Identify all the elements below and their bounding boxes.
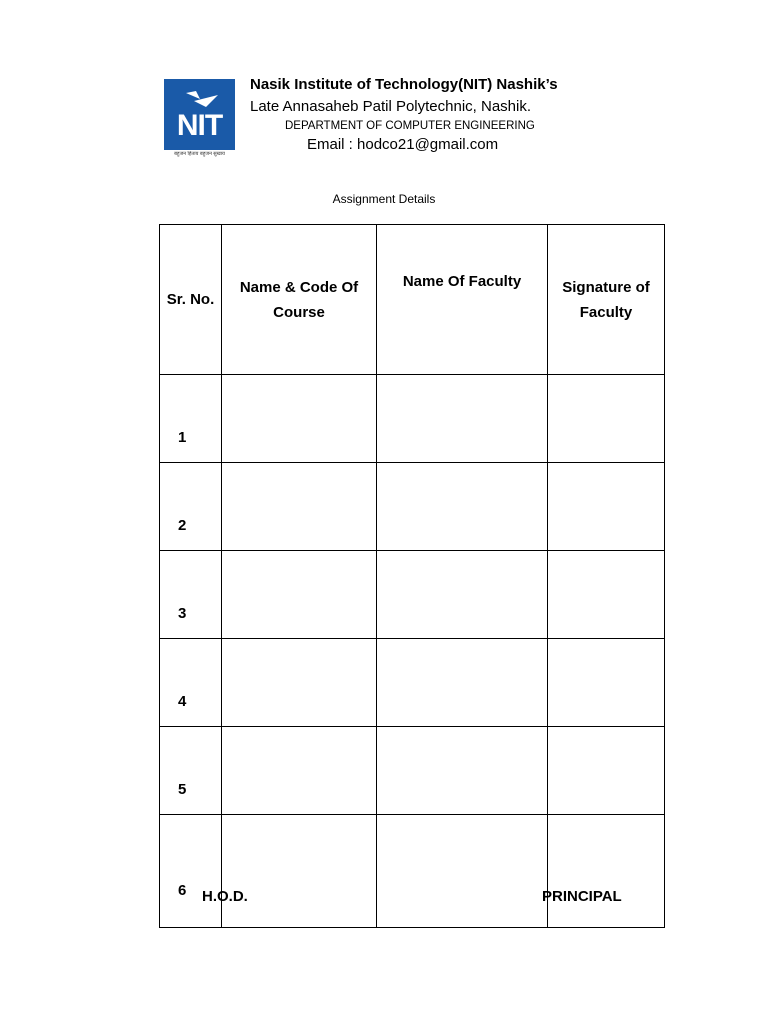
sr-cell: 6 (160, 815, 222, 928)
polytechnic-name: Late Annasaheb Patil Polytechnic, Nashik. (250, 98, 532, 115)
table-row (160, 375, 665, 463)
signature-cell (548, 815, 665, 928)
principal-signature-label: PRINCIPAL (542, 888, 622, 905)
column-header-course: Name & Code Of Course (222, 225, 377, 375)
email-line: Email : hodco21@gmail.com (307, 136, 499, 153)
table-row (160, 639, 665, 727)
sr-cell: 3 (160, 551, 222, 639)
logo-background (164, 79, 235, 150)
faculty-cell (377, 727, 548, 815)
faculty-cell (377, 463, 548, 551)
signature-cell (548, 551, 665, 639)
signature-cell (548, 463, 665, 551)
table-header-row (160, 225, 665, 375)
sr-cell: 2 (160, 463, 222, 551)
course-cell (222, 463, 377, 551)
logo-motto: बहुजन हिताय बहुजन सुखाय (174, 151, 225, 157)
hod-signature-label: H.O.D. (202, 888, 248, 905)
table-row (160, 727, 665, 815)
faculty-cell (377, 551, 548, 639)
course-cell (222, 815, 377, 928)
assignment-table (159, 224, 665, 928)
sr-cell: 5 (160, 727, 222, 815)
faculty-cell (377, 375, 548, 463)
course-cell (222, 639, 377, 727)
column-header-sr-no: Sr. No. (160, 225, 222, 375)
page-subtitle: Assignment Details (332, 192, 436, 206)
signature-cell (548, 727, 665, 815)
course-cell (222, 551, 377, 639)
table-row (160, 463, 665, 551)
logo-text: NIT (176, 109, 223, 142)
department-name: DEPARTMENT OF COMPUTER ENGINEERING (285, 120, 535, 132)
column-header-signature: Signature of Faculty (548, 225, 665, 375)
column-header-faculty: Name Of Faculty (377, 225, 548, 375)
course-cell (222, 727, 377, 815)
faculty-cell (377, 815, 548, 928)
course-cell (222, 375, 377, 463)
table-row (160, 551, 665, 639)
sr-cell: 4 (160, 639, 222, 727)
institute-name: Nasik Institute of Technology(NIT) Nashik’s (250, 76, 558, 93)
institute-logo (164, 79, 235, 161)
faculty-cell (377, 639, 548, 727)
signature-cell (548, 375, 665, 463)
bird-icon (184, 89, 220, 109)
table-row (160, 815, 665, 928)
signature-cell (548, 639, 665, 727)
sr-cell: 1 (160, 375, 222, 463)
